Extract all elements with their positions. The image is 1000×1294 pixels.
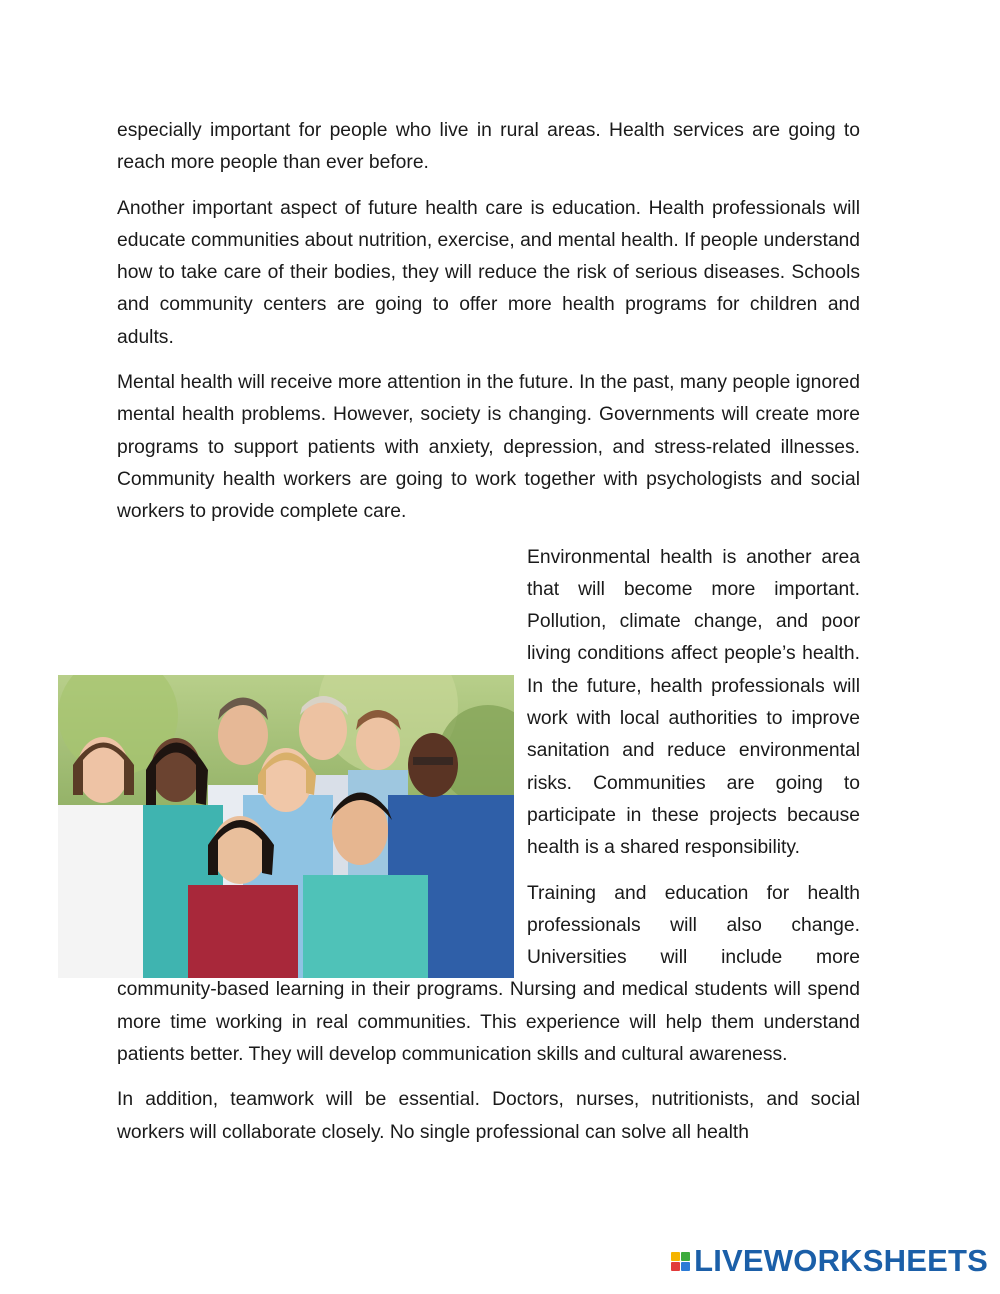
logo-square-blue — [681, 1262, 690, 1271]
logo-square-green — [681, 1252, 690, 1261]
paragraph-teamwork: In addition, teamwork will be essential. Doctors, nurses, nutritionists, and social workers will collaborate closely. No single professional can solve all health — [117, 1089, 860, 1143]
liveworksheets-logo[interactable] — [671, 1243, 988, 1278]
article-text-column — [117, 115, 860, 1162]
liveworksheets-logo-icon — [671, 1252, 690, 1271]
paragraph-education: Another important aspect of future health care is education. Health professionals will educate communities about nutrition, exercise, and mental health. If people understand how to take care of their bodies, they will reduce the risk of serious diseases. Schools and community centers are going to offer more health programs for children and adults. — [117, 197, 860, 348]
paragraph-environmental-health: Environmental health is another area that will become more important. Pollution, climate change, and poor living conditions affect people’s health. In the future, health professionals will work with local authorities to improve sanitation and reduce environmental risks. Communities are going to participate in these projects because health is a shared responsibility. — [527, 546, 860, 859]
paragraph-training: Training and education for health professionals will also change. Universities will include more community-based learning in their programs. Nursing and medical students will spend more time working in real communities. This experience will help them understand patients better. They will develop communication skills and cultural awareness. — [117, 882, 860, 1066]
paragraph-rural-areas: especially important for people who live in rural areas. Health services are going to reach more people than ever before. — [117, 120, 860, 174]
paragraph-mental-health: Mental health will receive more attention in the future. In the past, many people ignored mental health problems. However, society is changing. Governments will create more programs to support patients with anxiety, depression, and stress-related illnesses. Community health workers are going to work together with psychologists and social workers to provide complete care. — [117, 372, 860, 523]
logo-text: LIVEWORKSHEETS — [694, 1243, 988, 1278]
logo-square-red — [671, 1262, 680, 1271]
image-float-spacer — [117, 649, 527, 969]
logo-square-yellow — [671, 1252, 680, 1261]
